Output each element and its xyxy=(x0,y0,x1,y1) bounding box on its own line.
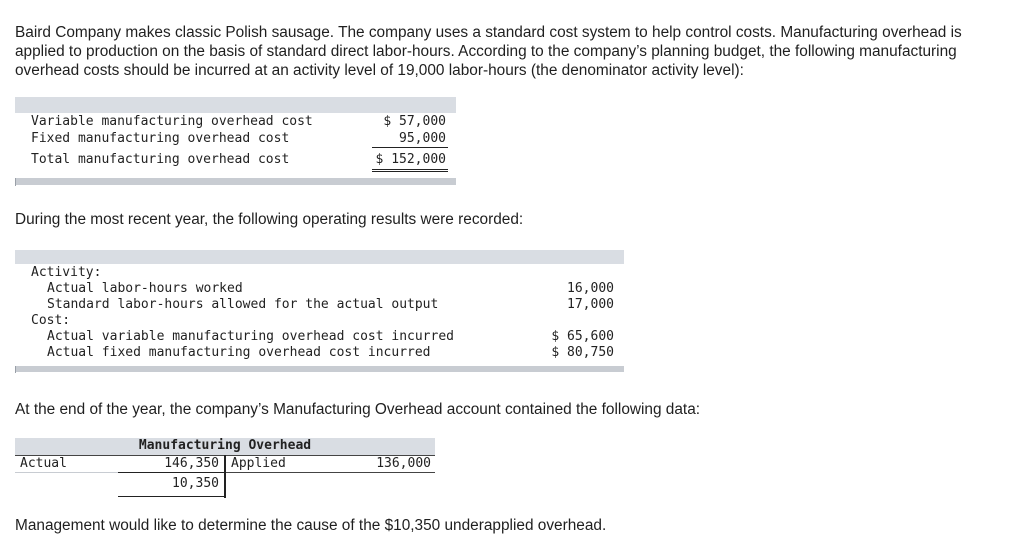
results-row-label: Standard labor-hours allowed for the actual output xyxy=(47,297,439,312)
t-account-credit-value: 136,000 xyxy=(376,456,431,471)
t-account-debit-label: Actual xyxy=(20,456,67,471)
results-row-value: 16,000 xyxy=(567,281,614,296)
budget-total-value: $ 152,000 xyxy=(375,152,446,167)
results-row-value: $ 80,750 xyxy=(551,345,614,360)
results-row-value: $ 65,600 xyxy=(551,329,614,344)
cost-header: Cost: xyxy=(31,313,71,328)
activity-header: Activity: xyxy=(31,265,102,280)
results-row-value: 17,000 xyxy=(567,297,614,312)
atend-paragraph: At the end of the year, the company’s Manufacturing Overhead account contained the following data: xyxy=(15,401,701,418)
t-account-balance: 10,350 xyxy=(172,476,219,491)
budget-row-label: Fixed manufacturing overhead cost xyxy=(31,131,290,146)
budget-row-label: Variable manufacturing overhead cost xyxy=(31,114,313,129)
results-row-label: Actual fixed manufacturing overhead cost incurred xyxy=(47,345,431,360)
t-account-debit-value: 146,350 xyxy=(164,456,219,471)
t-account-credit-label: Applied xyxy=(231,456,286,471)
intro-paragraph: Baird Company makes classic Polish sausage. The company uses a standard cost system to help control costs. Manufacturing overhead is applied to production on the basis of standard direct labor-hours. According to the company’s planning budget, the following manufacturing overhead costs should be incurred at an activity level of 19,000 labor-hours (the denominator activity level): xyxy=(15,24,962,79)
management-paragraph: Management would like to determine the cause of the $10,350 underapplied overhead. xyxy=(15,517,607,534)
t-account-title: Manufacturing Overhead xyxy=(138,438,312,453)
results-row-label: Actual variable manufacturing overhead cost incurred xyxy=(47,329,454,344)
budget-row-value: 95,000 xyxy=(399,131,446,146)
results-row-label: Actual labor-hours worked xyxy=(47,281,243,296)
during-paragraph: During the most recent year, the following operating results were recorded: xyxy=(15,211,524,228)
budget-row-value: $ 57,000 xyxy=(383,114,446,129)
budget-row-label: Total manufacturing overhead cost xyxy=(31,152,290,167)
